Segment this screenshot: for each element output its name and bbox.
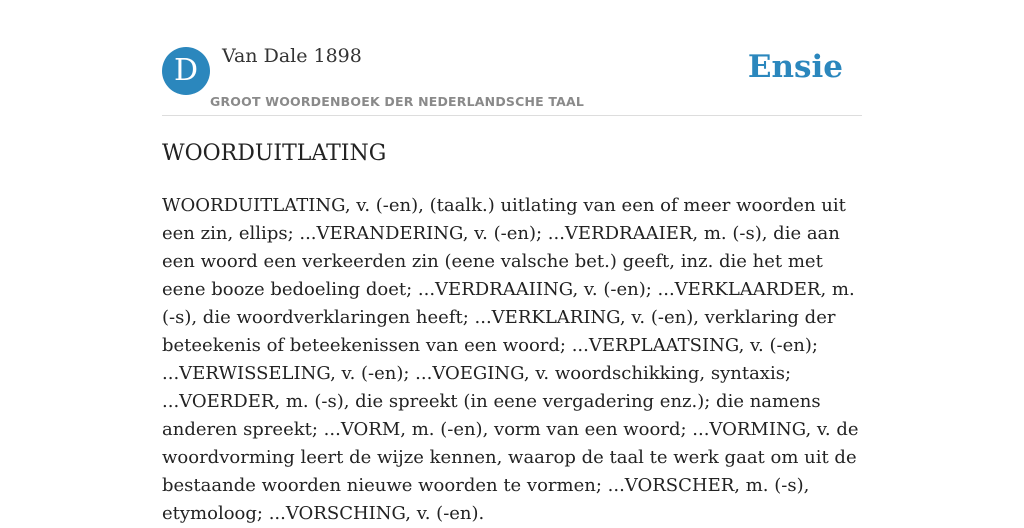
header-divider <box>162 115 862 116</box>
dictionary-entry-card <box>162 0 862 524</box>
brand-logo-link[interactable]: Ensie <box>747 49 843 85</box>
entry-headword: WOORDUITLATING <box>162 141 387 166</box>
entry-definition: WOORDUITLATING, v. (-en), (taalk.) uitlating van een of meer woorden uit een zin, ellips; ...VERANDERING, v. (-en); ...VERDRAAIER, m. (-s), die aan een woord een verkeerden zin (eene valsche bet.) geeft, inz. die het met eene booze bedoeling doet; ...VERDRAAIING, v. (-en); ...VERKLAARDER, m. (-s), die woordverklaringen heeft; ...VERKLARING, v. (-en), verklaring der beteekenis of beteekenissen van een woord; ...VERPLAATSING, v. (-en); ...VERWISSELING, v. (-en); ...VOEGING, v. woordschikking, syntaxis; ...VOERDER, m. (-s), die spreekt (in eene vergadering enz.); die namens anderen spreekt; ...VORM, m. (-en), vorm van een woord; ...VORMING, v. de woordvorming leert de wijze kennen, waarop de taal te werk gaat om uit de bestaande woorden nieuwe woorden te vormen; ...VORSCHER, m. (-s), etymoloog; ...VORSCHING, v. (-en). <box>162 195 859 524</box>
dictionary-subtitle: GROOT WOORDENBOEK DER NEDERLANDSCHE TAAL <box>210 94 585 109</box>
dictionary-title[interactable]: Van Dale 1898 <box>222 45 362 67</box>
dictionary-avatar: D <box>162 47 210 95</box>
